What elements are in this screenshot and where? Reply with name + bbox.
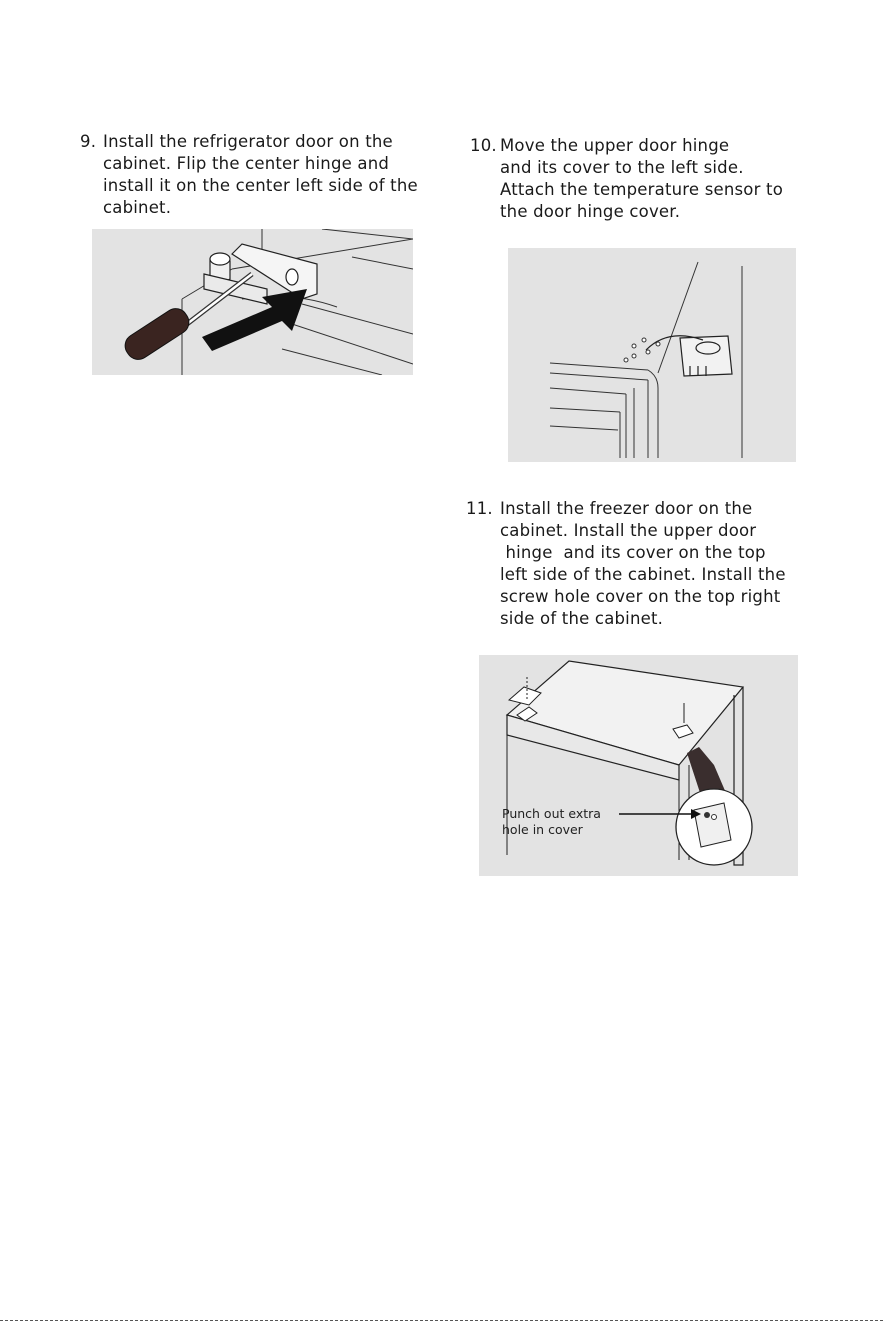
step-text-line: install it on the center left side of the xyxy=(103,176,418,195)
step-text-line: left side of the cabinet. Install the xyxy=(500,565,786,584)
step-text xyxy=(80,131,440,219)
step-9-instruction xyxy=(80,131,440,219)
hinge-screwdriver-illustration xyxy=(92,229,413,375)
step-text-line: cabinet. Install the upper door xyxy=(500,521,757,540)
step-text-line: and its cover to the left side. xyxy=(500,158,744,177)
step-text-line: side of the cabinet. xyxy=(500,609,664,628)
step-text-line: Attach the temperature sensor to xyxy=(500,180,783,199)
callout-line: Punch out extra xyxy=(502,806,601,821)
punch-out-callout xyxy=(502,806,601,838)
step-text-line: the door hinge cover. xyxy=(500,202,681,221)
step-number: 10. xyxy=(470,136,497,155)
step-text xyxy=(470,135,810,223)
figure-upper-hinge-sensor xyxy=(508,248,796,462)
freezer-door-illustration xyxy=(479,655,798,876)
figure-refrigerator-door-hinge xyxy=(92,229,413,375)
step-number: 9. xyxy=(80,132,97,151)
step-text-line: cabinet. Flip the center hinge and xyxy=(103,154,390,173)
step-text-line: Move the upper door hinge xyxy=(500,136,730,155)
step-number: 11. xyxy=(466,499,493,518)
step-text-line: hinge and its cover on the top xyxy=(500,543,766,562)
callout-line: hole in cover xyxy=(502,822,583,837)
step-text-line: Install the freezer door on the xyxy=(500,499,753,518)
upper-hinge-sensor-illustration xyxy=(508,248,796,462)
page-bottom-rule xyxy=(0,1320,883,1321)
step-text-line: screw hole cover on the top right xyxy=(500,587,781,606)
step-11-instruction xyxy=(466,498,811,630)
step-text-line: Install the refrigerator door on the xyxy=(103,132,393,151)
step-10-instruction xyxy=(470,135,810,223)
step-text xyxy=(466,498,811,630)
figure-freezer-door-install xyxy=(479,655,798,876)
step-text-line: cabinet. xyxy=(103,198,172,217)
